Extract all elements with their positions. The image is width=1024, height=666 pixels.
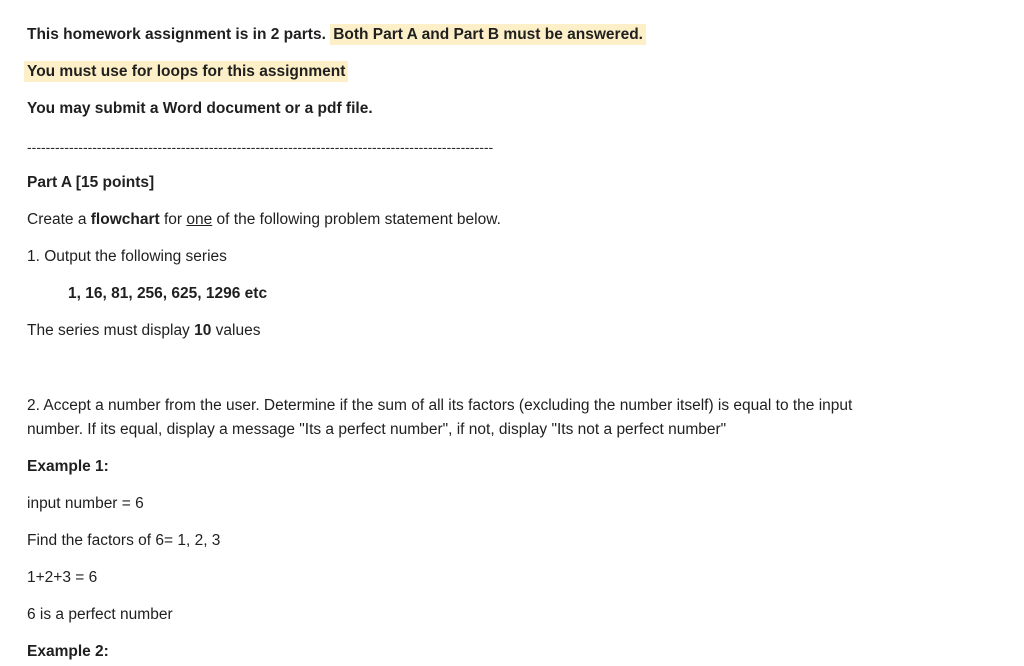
intro-line-1 [27, 25, 646, 45]
intro-line-2 [27, 62, 348, 82]
problem-1-label: 1. Output the following series [27, 248, 227, 265]
note-count: 10 [194, 322, 212, 339]
problem-2-statement: 2. Accept a number from the user. Determine if the sum of all its factors (excluding the number itself) is equal to the input number. If its equal, display a message "Its a perfect number", if not, display "Its not a perfect number" [27, 397, 853, 438]
problem-1-note [27, 321, 261, 341]
separator-line: ---------------------------------------------------------------------------------------------------- [27, 139, 494, 155]
instruction-pre: Create a [27, 211, 91, 228]
example-1-line: Find the factors of 6= 1, 2, 3 [27, 532, 221, 549]
intro-both-parts-highlight: Both Part A and Part B must be answered. [330, 24, 646, 45]
instruction-one: one [186, 211, 213, 228]
example-1-line: input number = 6 [27, 495, 144, 512]
part-a-heading: Part A [15 points] [27, 174, 155, 191]
example-1-line: 1+2+3 = 6 [27, 569, 98, 586]
intro-line-3: You may submit a Word document or a pdf file. [27, 100, 373, 117]
problem-1-series: 1, 16, 81, 256, 625, 1296 etc [68, 285, 268, 302]
example-2-heading: Example 2: [27, 643, 109, 660]
intro-parts-text: This homework assignment is in 2 parts. [27, 26, 331, 43]
example-1-line: 6 is a perfect number [27, 606, 173, 623]
instruction-flowchart: flowchart [90, 211, 160, 228]
note-pre: The series must display [27, 322, 195, 339]
note-post: values [211, 322, 261, 339]
part-a-instruction [27, 210, 501, 230]
example-1-heading: Example 1: [27, 458, 109, 475]
instruction-mid: for [159, 211, 187, 228]
instruction-post: of the following problem statement below. [212, 211, 501, 228]
for-loops-highlight: You must use for loops for this assignment [24, 61, 348, 82]
